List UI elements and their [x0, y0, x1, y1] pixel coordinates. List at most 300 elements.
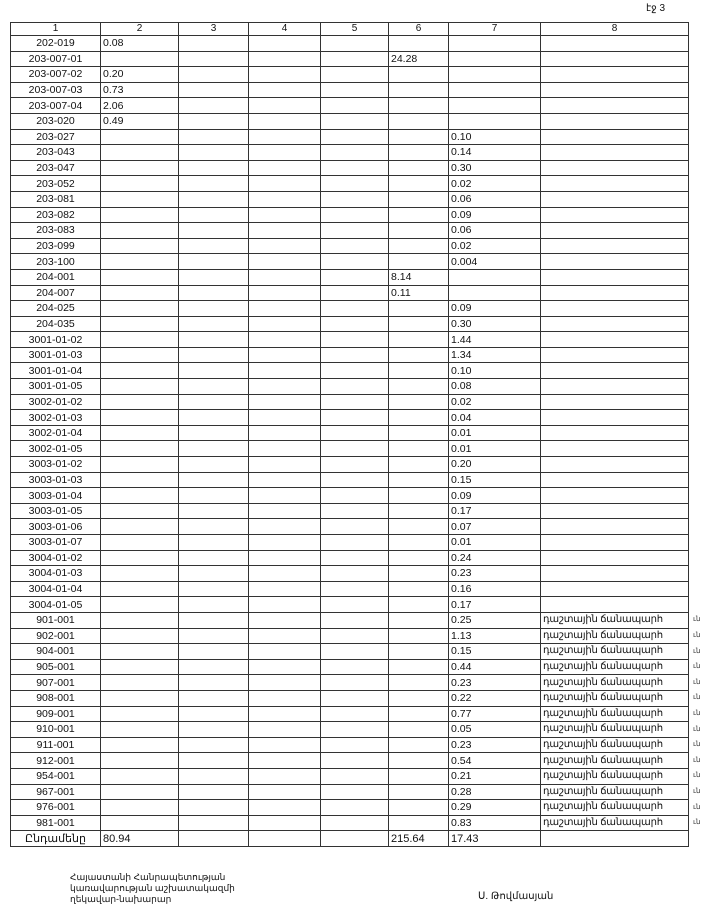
col5-value	[321, 597, 389, 613]
col6-value	[389, 67, 449, 83]
col4-value	[249, 737, 321, 753]
col6-value	[389, 129, 449, 145]
table-row	[11, 36, 689, 52]
parcel-code: 203-043	[11, 145, 101, 161]
col3-value	[179, 410, 249, 426]
col7-value: 0.28	[449, 784, 541, 800]
col8-note	[541, 363, 689, 379]
col3-value	[179, 425, 249, 441]
col6-value	[389, 98, 449, 114]
col5-value	[321, 347, 389, 363]
col2-value	[101, 347, 179, 363]
parcel-code: 910-001	[11, 722, 101, 738]
col6-value	[389, 145, 449, 161]
table-row	[11, 113, 689, 129]
table-row	[11, 238, 689, 254]
table-row	[11, 254, 689, 270]
col8-note	[541, 113, 689, 129]
col5-value	[321, 238, 389, 254]
col6-value	[389, 363, 449, 379]
margin-mark: ւն	[693, 632, 701, 640]
col2-value	[101, 566, 179, 582]
col5-value	[321, 285, 389, 301]
total-col3	[179, 831, 249, 847]
col4-value	[249, 457, 321, 473]
col2-value	[101, 223, 179, 239]
col4-value	[249, 394, 321, 410]
col3-value	[179, 550, 249, 566]
parcel-code: 3001-01-04	[11, 363, 101, 379]
col2-value	[101, 597, 179, 613]
margin-mark: ւն	[693, 678, 701, 686]
col2-value	[101, 644, 179, 660]
table-row	[11, 67, 689, 83]
col7-value: 0.10	[449, 363, 541, 379]
col6-value	[389, 457, 449, 473]
col8-note	[541, 145, 689, 161]
col4-value	[249, 503, 321, 519]
col2-value: 0.49	[101, 113, 179, 129]
signature-name: Ս. Թովմասյան	[478, 891, 554, 902]
col2-value	[101, 254, 179, 270]
table-row	[11, 597, 689, 613]
column-header: 4	[249, 23, 321, 36]
col3-value	[179, 160, 249, 176]
col6-value	[389, 722, 449, 738]
col3-value	[179, 129, 249, 145]
col5-value	[321, 254, 389, 270]
col5-value	[321, 503, 389, 519]
col7-value: 0.17	[449, 503, 541, 519]
col3-value	[179, 285, 249, 301]
col2-value	[101, 145, 179, 161]
col5-value	[321, 36, 389, 52]
parcel-code: 967-001	[11, 784, 101, 800]
parcel-code: 204-007	[11, 285, 101, 301]
col8-note	[541, 269, 689, 285]
table-row	[11, 753, 689, 769]
col4-value	[249, 550, 321, 566]
col6-value	[389, 410, 449, 426]
col4-value	[249, 223, 321, 239]
col7-value: 0.77	[449, 706, 541, 722]
column-header: 8	[541, 23, 689, 36]
col6-value	[389, 191, 449, 207]
parcel-code: 3004-01-04	[11, 581, 101, 597]
col7-value: 1.44	[449, 332, 541, 348]
col8-note: դաշտային ճանապարհ	[541, 753, 689, 769]
col2-value	[101, 581, 179, 597]
col7-value: 0.01	[449, 441, 541, 457]
parcel-code: 3003-01-03	[11, 472, 101, 488]
col4-value	[249, 363, 321, 379]
col3-value	[179, 675, 249, 691]
column-header: 6	[389, 23, 449, 36]
table-row	[11, 488, 689, 504]
col7-value: 0.23	[449, 566, 541, 582]
col5-value	[321, 394, 389, 410]
col3-value	[179, 581, 249, 597]
col8-note	[541, 535, 689, 551]
col7-value	[449, 113, 541, 129]
col4-value	[249, 332, 321, 348]
parcel-code: 3002-01-03	[11, 410, 101, 426]
col5-value	[321, 800, 389, 816]
col7-value: 0.54	[449, 753, 541, 769]
table-row	[11, 98, 689, 114]
col5-value	[321, 675, 389, 691]
land-table	[10, 22, 689, 847]
total-col8	[541, 831, 689, 847]
table-row	[11, 394, 689, 410]
col8-note	[541, 67, 689, 83]
col8-note: դաշտային ճանապարհ	[541, 722, 689, 738]
col7-value: 0.20	[449, 457, 541, 473]
col6-value: 8.14	[389, 269, 449, 285]
table-row	[11, 301, 689, 317]
col5-value	[321, 768, 389, 784]
col6-value	[389, 768, 449, 784]
col4-value	[249, 285, 321, 301]
col4-value	[249, 51, 321, 67]
col6-value	[389, 550, 449, 566]
col7-value: 0.01	[449, 425, 541, 441]
col5-value	[321, 441, 389, 457]
col6-value	[389, 238, 449, 254]
col8-note: դաշտային ճանապարհ	[541, 628, 689, 644]
col8-note: դաշտային ճանապարհ	[541, 815, 689, 831]
parcel-code: 907-001	[11, 675, 101, 691]
col7-value: 0.16	[449, 581, 541, 597]
column-header: 7	[449, 23, 541, 36]
col4-value	[249, 82, 321, 98]
col6-value	[389, 488, 449, 504]
col7-value: 0.15	[449, 644, 541, 660]
col3-value	[179, 659, 249, 675]
col8-note	[541, 550, 689, 566]
col8-note	[541, 441, 689, 457]
col8-note: դաշտային ճանապարհ	[541, 706, 689, 722]
margin-mark: ւն	[693, 663, 701, 671]
col6-value	[389, 612, 449, 628]
parcel-code: 203-027	[11, 129, 101, 145]
col7-value: 0.08	[449, 379, 541, 395]
col6-value	[389, 753, 449, 769]
col6-value	[389, 784, 449, 800]
col8-note	[541, 207, 689, 223]
col8-note	[541, 285, 689, 301]
table-row	[11, 768, 689, 784]
col4-value	[249, 519, 321, 535]
parcel-code: 911-001	[11, 737, 101, 753]
col7-value: 0.05	[449, 722, 541, 738]
col5-value	[321, 690, 389, 706]
col7-value: 0.09	[449, 301, 541, 317]
col8-note	[541, 425, 689, 441]
col6-value	[389, 425, 449, 441]
col2-value	[101, 207, 179, 223]
margin-mark: ւն	[693, 647, 701, 655]
parcel-code: 3003-01-06	[11, 519, 101, 535]
parcel-code: 981-001	[11, 815, 101, 831]
parcel-code: 909-001	[11, 706, 101, 722]
col5-value	[321, 129, 389, 145]
col7-value: 0.29	[449, 800, 541, 816]
col6-value	[389, 706, 449, 722]
col2-value	[101, 815, 179, 831]
table-row	[11, 659, 689, 675]
col2-value	[101, 472, 179, 488]
table-row	[11, 410, 689, 426]
parcel-code: 904-001	[11, 644, 101, 660]
col2-value	[101, 332, 179, 348]
col3-value	[179, 379, 249, 395]
col7-value	[449, 36, 541, 52]
col4-value	[249, 316, 321, 332]
col4-value	[249, 160, 321, 176]
col2-value: 2.06	[101, 98, 179, 114]
col6-value	[389, 36, 449, 52]
col3-value	[179, 67, 249, 83]
col8-note	[541, 191, 689, 207]
col6-value	[389, 675, 449, 691]
parcel-code: 203-083	[11, 223, 101, 239]
total-col7: 17.43	[449, 831, 541, 847]
col5-value	[321, 722, 389, 738]
parcel-code: 3002-01-04	[11, 425, 101, 441]
parcel-code: 3001-01-05	[11, 379, 101, 395]
col5-value	[321, 737, 389, 753]
column-header: 3	[179, 23, 249, 36]
col2-value	[101, 706, 179, 722]
col3-value	[179, 519, 249, 535]
col6-value	[389, 176, 449, 192]
col6-value: 24.28	[389, 51, 449, 67]
col4-value	[249, 113, 321, 129]
col3-value	[179, 535, 249, 551]
col2-value	[101, 457, 179, 473]
col2-value	[101, 488, 179, 504]
col4-value	[249, 410, 321, 426]
table-row	[11, 800, 689, 816]
col8-note	[541, 566, 689, 582]
col4-value	[249, 98, 321, 114]
col7-value: 0.23	[449, 737, 541, 753]
col3-value	[179, 145, 249, 161]
total-col6: 215.64	[389, 831, 449, 847]
col2-value	[101, 441, 179, 457]
col7-value: 0.01	[449, 535, 541, 551]
col2-value	[101, 535, 179, 551]
col8-note	[541, 597, 689, 613]
page-number: էջ 3	[646, 3, 666, 14]
col3-value	[179, 332, 249, 348]
col3-value	[179, 612, 249, 628]
col7-value: 0.04	[449, 410, 541, 426]
col3-value	[179, 597, 249, 613]
table-row	[11, 145, 689, 161]
col6-value	[389, 566, 449, 582]
col2-value	[101, 425, 179, 441]
col5-value	[321, 316, 389, 332]
col6-value	[389, 316, 449, 332]
col4-value	[249, 659, 321, 675]
col4-value	[249, 347, 321, 363]
table-row	[11, 690, 689, 706]
col2-value	[101, 612, 179, 628]
col7-value: 0.09	[449, 207, 541, 223]
margin-mark: ւն	[693, 772, 701, 780]
col8-note	[541, 581, 689, 597]
parcel-code: 204-035	[11, 316, 101, 332]
col8-note: դաշտային ճանապարհ	[541, 690, 689, 706]
col5-value	[321, 410, 389, 426]
col2-value	[101, 800, 179, 816]
table-row	[11, 644, 689, 660]
parcel-code: 3001-01-03	[11, 347, 101, 363]
col8-note	[541, 457, 689, 473]
col8-note: դաշտային ճանապարհ	[541, 784, 689, 800]
col4-value	[249, 488, 321, 504]
parcel-code: 203-007-04	[11, 98, 101, 114]
col2-value	[101, 690, 179, 706]
col3-value	[179, 457, 249, 473]
table-row	[11, 566, 689, 582]
col5-value	[321, 332, 389, 348]
col3-value	[179, 51, 249, 67]
parcel-code: 3002-01-02	[11, 394, 101, 410]
col6-value	[389, 379, 449, 395]
col7-value: 1.13	[449, 628, 541, 644]
col7-value: 0.24	[449, 550, 541, 566]
col8-note	[541, 176, 689, 192]
parcel-code: 203-020	[11, 113, 101, 129]
col3-value	[179, 394, 249, 410]
col2-value	[101, 160, 179, 176]
col5-value	[321, 550, 389, 566]
table-row	[11, 207, 689, 223]
col3-value	[179, 753, 249, 769]
table-row	[11, 550, 689, 566]
parcel-code: 954-001	[11, 768, 101, 784]
header-row	[11, 23, 689, 36]
col8-note: դաշտային ճանապարհ	[541, 612, 689, 628]
col6-value	[389, 394, 449, 410]
col7-value: 0.004	[449, 254, 541, 270]
col2-value	[101, 238, 179, 254]
table-row	[11, 784, 689, 800]
col2-value	[101, 269, 179, 285]
col3-value	[179, 737, 249, 753]
col3-value	[179, 316, 249, 332]
org-line-3: ղեկավար-նախարար	[70, 894, 172, 904]
parcel-code: 3004-01-02	[11, 550, 101, 566]
parcel-code: 203-100	[11, 254, 101, 270]
col8-note	[541, 301, 689, 317]
parcel-code: 901-001	[11, 612, 101, 628]
col3-value	[179, 441, 249, 457]
parcel-code: 905-001	[11, 659, 101, 675]
col4-value	[249, 176, 321, 192]
col2-value	[101, 768, 179, 784]
col4-value	[249, 379, 321, 395]
col5-value	[321, 659, 389, 675]
col3-value	[179, 363, 249, 379]
table-row	[11, 285, 689, 301]
col5-value	[321, 457, 389, 473]
table-row	[11, 160, 689, 176]
col6-value	[389, 113, 449, 129]
table-row	[11, 737, 689, 753]
col8-note: դաշտային ճանապարհ	[541, 737, 689, 753]
parcel-code: 203-082	[11, 207, 101, 223]
parcel-code: 203-052	[11, 176, 101, 192]
col4-value	[249, 628, 321, 644]
col7-value	[449, 285, 541, 301]
col5-value	[321, 51, 389, 67]
col5-value	[321, 363, 389, 379]
column-header: 5	[321, 23, 389, 36]
col7-value: 0.06	[449, 223, 541, 239]
col6-value	[389, 503, 449, 519]
col7-value: 0.09	[449, 488, 541, 504]
col3-value	[179, 488, 249, 504]
parcel-code: 203-047	[11, 160, 101, 176]
col5-value	[321, 82, 389, 98]
col5-value	[321, 207, 389, 223]
total-row	[11, 831, 689, 847]
col6-value	[389, 441, 449, 457]
col4-value	[249, 597, 321, 613]
col4-value	[249, 191, 321, 207]
col2-value	[101, 394, 179, 410]
col8-note	[541, 98, 689, 114]
parcel-code: 203-081	[11, 191, 101, 207]
col5-value	[321, 784, 389, 800]
table-row	[11, 176, 689, 192]
col8-note	[541, 82, 689, 98]
col2-value	[101, 51, 179, 67]
table-row	[11, 347, 689, 363]
col7-value	[449, 67, 541, 83]
parcel-code: 3004-01-03	[11, 566, 101, 582]
table-row	[11, 316, 689, 332]
col5-value	[321, 566, 389, 582]
table-row	[11, 628, 689, 644]
col7-value: 0.15	[449, 472, 541, 488]
col5-value	[321, 176, 389, 192]
col8-note: դաշտային ճանապարհ	[541, 675, 689, 691]
col4-value	[249, 425, 321, 441]
col3-value	[179, 191, 249, 207]
col8-note	[541, 488, 689, 504]
table-row	[11, 191, 689, 207]
col4-value	[249, 644, 321, 660]
col5-value	[321, 612, 389, 628]
col3-value	[179, 566, 249, 582]
col6-value	[389, 82, 449, 98]
col3-value	[179, 628, 249, 644]
col6-value	[389, 160, 449, 176]
col4-value	[249, 36, 321, 52]
table-row	[11, 519, 689, 535]
col4-value	[249, 768, 321, 784]
col3-value	[179, 768, 249, 784]
col4-value	[249, 706, 321, 722]
col2-value	[101, 176, 179, 192]
col7-value: 0.21	[449, 768, 541, 784]
col7-value: 0.02	[449, 176, 541, 192]
